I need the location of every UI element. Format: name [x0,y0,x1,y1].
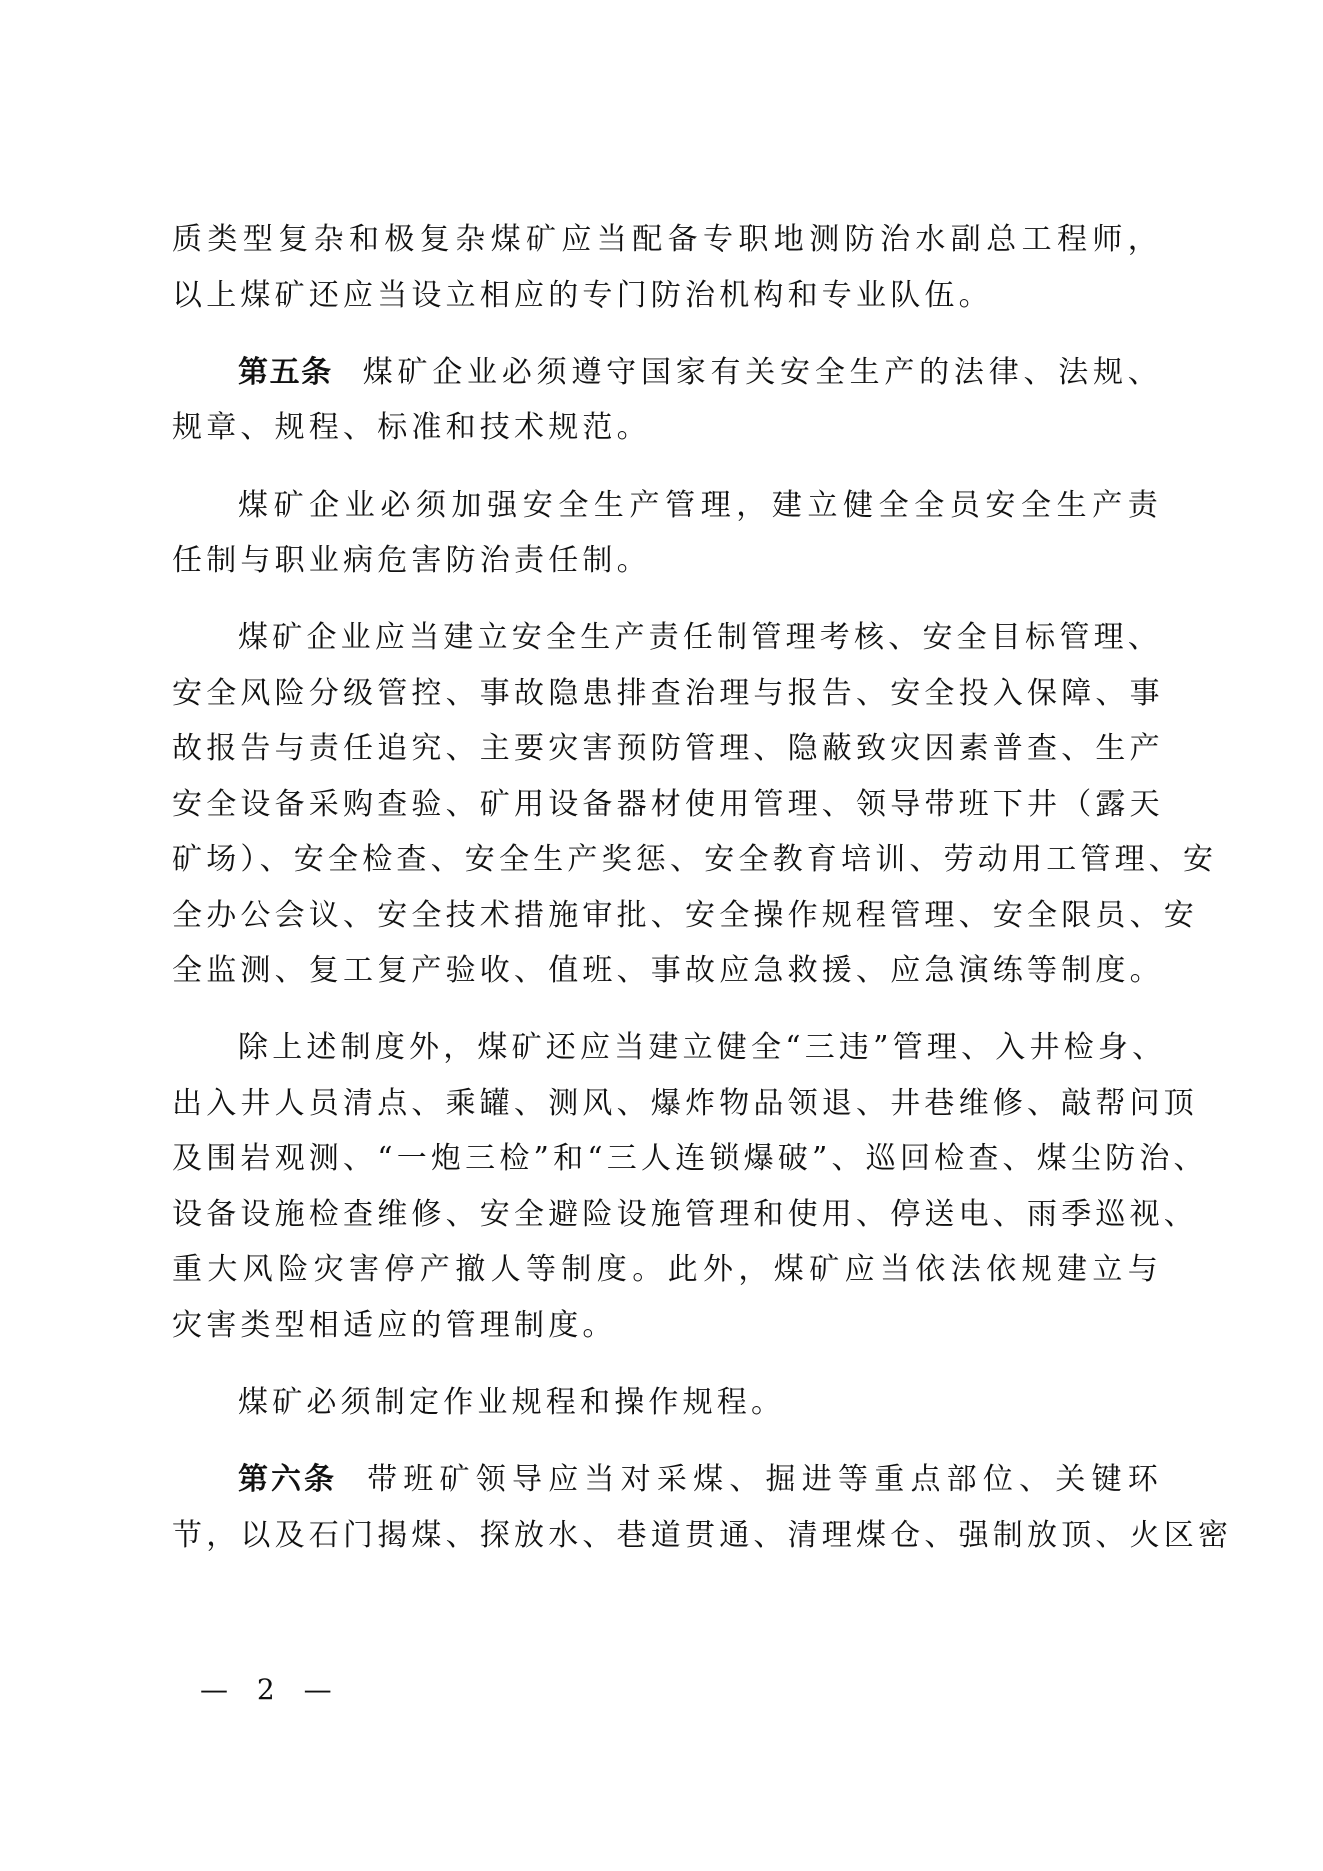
article-5-line [238,345,1162,401]
article-heading: 第六条 [238,1462,338,1497]
text-line: 节，以及石门揭煤、探放水、巷道贯通、清理煤仓、强制放顶、火区密 [172,1518,1233,1553]
article-6-line [238,1452,1162,1508]
text-line: 规章、规程、标准和技术规范。 [172,410,651,445]
article-text: 带班矿领导应当对采煤、掘进等重点部位、关键环 [367,1462,1162,1497]
text-line: 故报告与责任追究、主要灾害预防管理、隐蔽致灾因素普查、生产 [172,731,1164,766]
page-number: — 2 — [200,1673,342,1706]
text-line: 重大风险灾害停产撤人等制度。此外，煤矿应当依法依规建立与 [172,1252,1162,1287]
text-line: 设备设施检查维修、安全避险设施管理和使用、停送电、雨季巡视、 [172,1197,1198,1232]
article-text: 煤矿企业必须遵守国家有关安全生产的法律、法规、 [362,355,1162,390]
article-heading: 第五条 [238,355,333,390]
text-line: 质类型复杂和极复杂煤矿应当配备专职地测防治水副总工程师， [172,222,1162,257]
text-line: 及围岩观测、“一炮三检”和“三人连锁爆破”、巡回检查、煤尘防治、 [172,1141,1208,1176]
text-line: 全监测、复工复产验收、值班、事故应急救援、应急演练等制度。 [172,953,1164,988]
text-line: 安全风险分级管控、事故隐患排查治理与报告、安全投入保障、事 [172,676,1164,711]
paragraph-first-line: 煤矿企业应当建立安全生产责任制管理考核、安全目标管理、 [238,620,1162,655]
text-line: 灾害类型相适应的管理制度。 [172,1308,617,1343]
text-line: 矿场）、安全检查、安全生产奖惩、安全教育培训、劳动用工管理、安 [172,842,1218,877]
text-line: 任制与职业病危害防治责任制。 [172,543,651,578]
paragraph-first-line: 煤矿必须制定作业规程和操作规程。 [238,1385,786,1420]
text-line: 全办公会议、安全技术措施审批、安全操作规程管理、安全限员、安 [172,898,1198,933]
text-line: 安全设备采购查验、矿用设备器材使用管理、领导带班下井（露天 [172,787,1164,822]
text-line: 以上煤矿还应当设立相应的专门防治机构和专业队伍。 [172,278,993,313]
text-line: 出入井人员清点、乘罐、测风、爆炸物品领退、井巷维修、敲帮问顶 [172,1086,1198,1121]
paragraph-first-line: 煤矿企业必须加强安全生产管理，建立健全全员安全生产责 [238,488,1162,523]
paragraph-first-line: 除上述制度外，煤矿还应当建立健全“三违”管理、入井检身、 [238,1030,1167,1065]
